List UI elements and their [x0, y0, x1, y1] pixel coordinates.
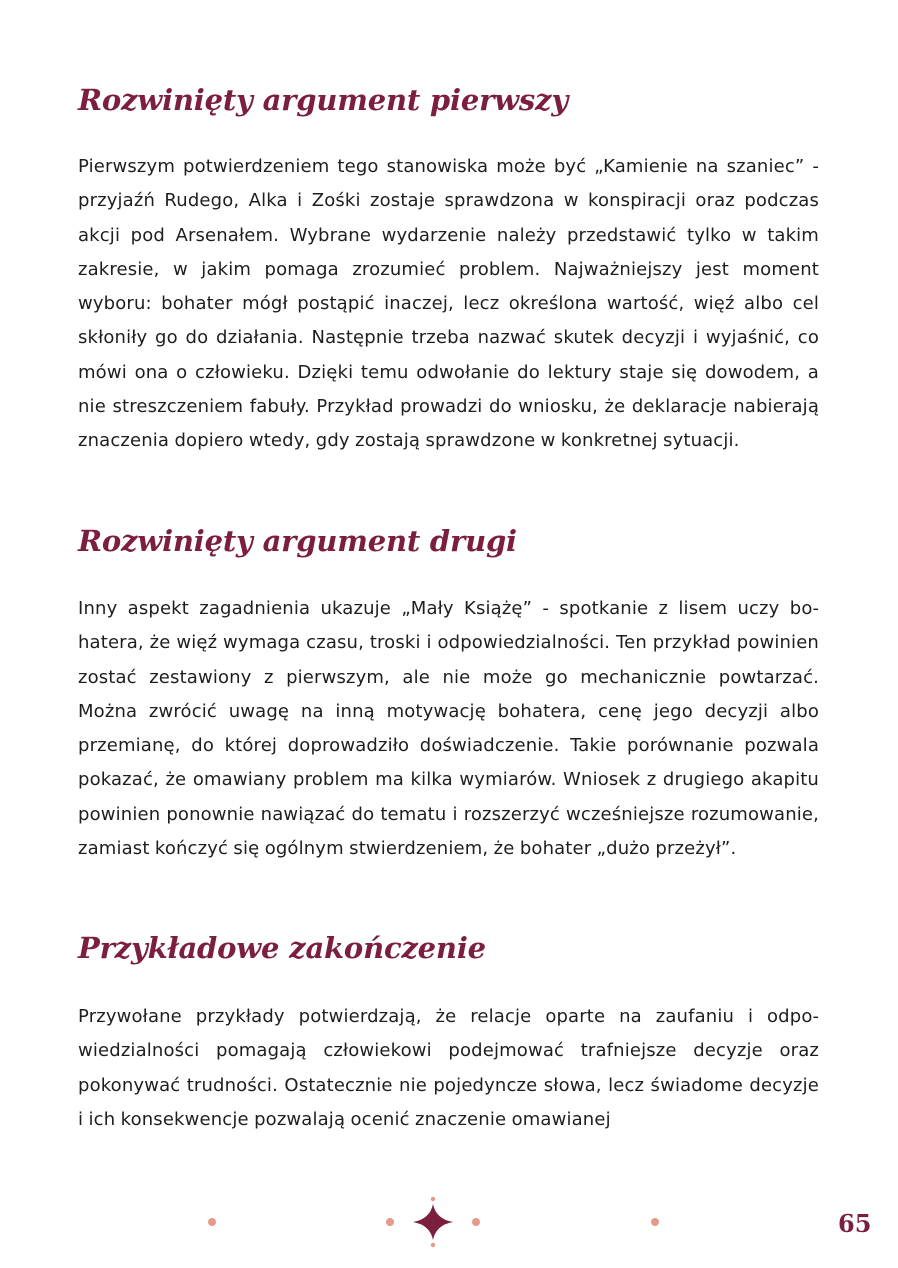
section-second-argument: [78, 521, 819, 866]
section-heading: Przykładowe zakończenie: [78, 931, 486, 965]
section-heading: Rozwinięty argument drugi: [78, 524, 517, 558]
footer-ornament: [200, 1190, 670, 1252]
ornament-dot: [386, 1218, 394, 1226]
ornament-dot: [431, 1243, 435, 1247]
ornament-dot: [208, 1218, 216, 1226]
ornament-dot: [651, 1218, 659, 1226]
section-paragraph: Pierwszym potwierdzeniem tego stanowiska może być „Kamienie na szaniec” - przyjaźń Rudego, Alka i Zośki zostaje sprawdzona w konspiracji oraz podczas akcji pod Arsenałem. Wybrane wydarzenie należy przedstawić tylko w takim zakresie, w jakim pomaga zrozumieć problem. Najważniejszy jest moment wyboru: bohater mógł postąpić inaczej, lecz określona wartość, więź albo cel skłoniły go do działania. Następnie trzeba nazwać skutek decyzji i wyjaśnić, co mówi ona o człowieku. Dzięki temu odwołanie do lektury staje się dowodem, a nie streszczeniem fabuły. Przykład prowadzi do wniosku, że deklaracje nabierają znaczenia dopiero wtedy, gdy zostają sprawdzone w konkretnej sytuacji.: [78, 156, 819, 452]
section-first-argument: [78, 80, 819, 459]
section-paragraph: Inny aspekt zagadnienia ukazuje „Mały Książę” - spotkanie z lisem uczy bohatera, że więź wymaga czasu, troski i odpowiedzialności. Ten przykład powinien zostać zestawiony z pierwszym, ale nie może go mechanicznie powtarzać. Można zwrócić uwagę na inną motywację bohatera, cenę jego decyzji albo przemianę, do której doprowadziło doświadczenie. Takie porównanie pozwala pokazać, że omawiany problem ma kilka wymiarów. Wniosek z drugiego akapitu powinien ponownie nawiązać do tematu i rozszerzyć wcześniejsze rozumowanie, zamiast kończyć się ogólnym stwierdzeniem, że bohater „dużo przeżył”.: [78, 598, 819, 860]
section-conclusion: [78, 928, 819, 1137]
section-paragraph: Przywołane przykłady potwierdzają, że relacje oparte na zaufaniu i odpowiedzialności pomagają człowiekowi podejmować trafniejsze decyzje oraz pokonywać trudności. Ostatecznie nie pojedyncze słowa, lecz świadome decyzje i ich konsekwencje pozwalają ocenić znaczenie omawianej: [78, 1006, 819, 1130]
page-number: 65: [838, 1209, 872, 1238]
star-icon: [413, 1204, 453, 1240]
ornament-dot: [472, 1218, 480, 1226]
section-heading: Rozwinięty argument pierwszy: [78, 83, 568, 117]
ornament-dot: [431, 1197, 435, 1201]
